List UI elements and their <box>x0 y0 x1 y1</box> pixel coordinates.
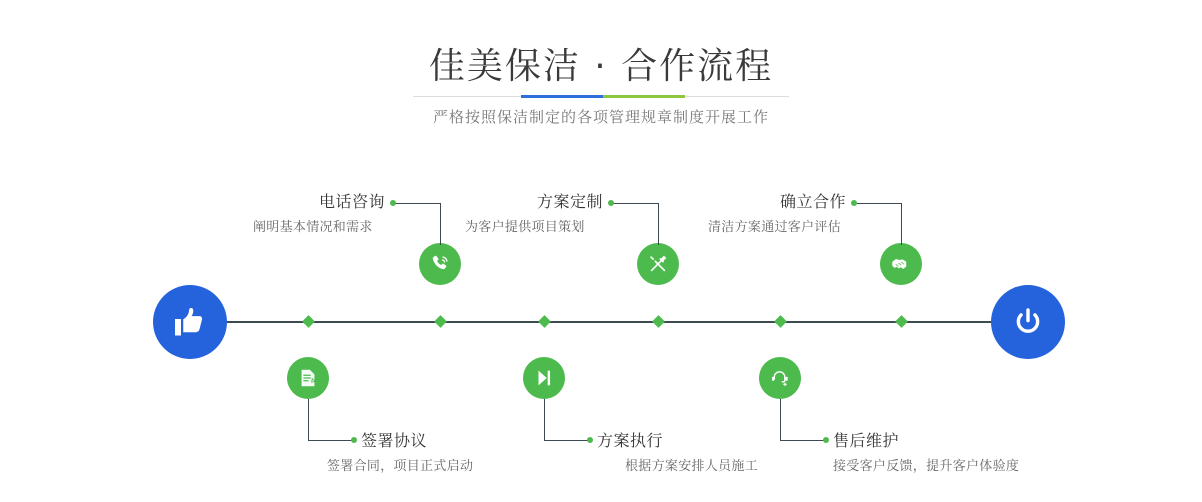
connector-6-horizontal <box>780 440 826 441</box>
phone-call-icon <box>429 253 451 275</box>
tools-icon <box>647 253 669 275</box>
connector-4-horizontal <box>544 440 590 441</box>
step-icon-6[interactable] <box>759 357 801 399</box>
connector-1-vertical <box>440 203 441 245</box>
step-icon-3[interactable] <box>637 243 679 285</box>
step-title-5: 确立合作 <box>780 194 847 211</box>
axis-marker-3 <box>652 315 665 328</box>
axis-marker-4 <box>538 315 551 328</box>
step-desc-2: 签署合同，项目正式启动 <box>327 458 474 473</box>
title-accent-green <box>603 95 685 98</box>
connector-1-horizontal <box>395 203 441 204</box>
timeline-start-node <box>153 285 227 359</box>
step-icon-1[interactable] <box>419 243 461 285</box>
step-desc-1: 阐明基本情况和需求 <box>253 219 373 234</box>
connector-dot-6 <box>823 437 829 443</box>
connector-dot-3 <box>608 200 614 206</box>
connector-dot-4 <box>587 437 593 443</box>
step-desc-4: 根据方案安排人员施工 <box>625 458 759 473</box>
connector-2-vertical <box>308 399 309 441</box>
connector-6-vertical <box>780 399 781 441</box>
step-desc-5: 清洁方案通过客户评估 <box>708 219 842 234</box>
page-subtitle: 严格按照保洁制定的各项管理规章制度开展工作 <box>432 109 769 126</box>
connector-dot-5 <box>851 200 857 206</box>
connector-5-horizontal <box>856 203 902 204</box>
step-desc-3: 为客户提供项目策划 <box>465 219 585 234</box>
step-title-2: 签署协议 <box>361 433 428 450</box>
connector-4-vertical <box>544 399 545 441</box>
step-title-1: 电话咨询 <box>319 194 386 211</box>
connector-2-horizontal <box>308 440 354 441</box>
step-icon-5[interactable] <box>880 243 922 285</box>
connector-dot-2 <box>351 437 357 443</box>
power-icon <box>1011 305 1045 339</box>
connector-3-vertical <box>658 203 659 245</box>
step-icon-2[interactable] <box>287 357 329 399</box>
support-agent-icon <box>769 367 791 389</box>
step-title-4: 方案执行 <box>597 433 664 450</box>
axis-marker-1 <box>434 315 447 328</box>
axis-marker-6 <box>774 315 787 328</box>
handshake-icon <box>890 253 912 275</box>
step-desc-6: 接受客户反馈，提升客户体验度 <box>833 458 1020 473</box>
page-title: 佳美保洁 · 合作流程 <box>428 46 774 87</box>
step-icon-4[interactable] <box>523 357 565 399</box>
timeline-end-node <box>991 285 1065 359</box>
connector-5-vertical <box>901 203 902 245</box>
thumbs-up-icon <box>172 304 208 340</box>
connector-dot-1 <box>390 200 396 206</box>
play-forward-icon <box>533 367 555 389</box>
step-title-6: 售后维护 <box>833 433 900 450</box>
step-title-3: 方案定制 <box>537 194 604 211</box>
title-accent-blue <box>521 95 603 98</box>
axis-marker-2 <box>302 315 315 328</box>
connector-3-horizontal <box>613 203 659 204</box>
document-edit-icon <box>297 367 319 389</box>
axis-marker-5 <box>895 315 908 328</box>
